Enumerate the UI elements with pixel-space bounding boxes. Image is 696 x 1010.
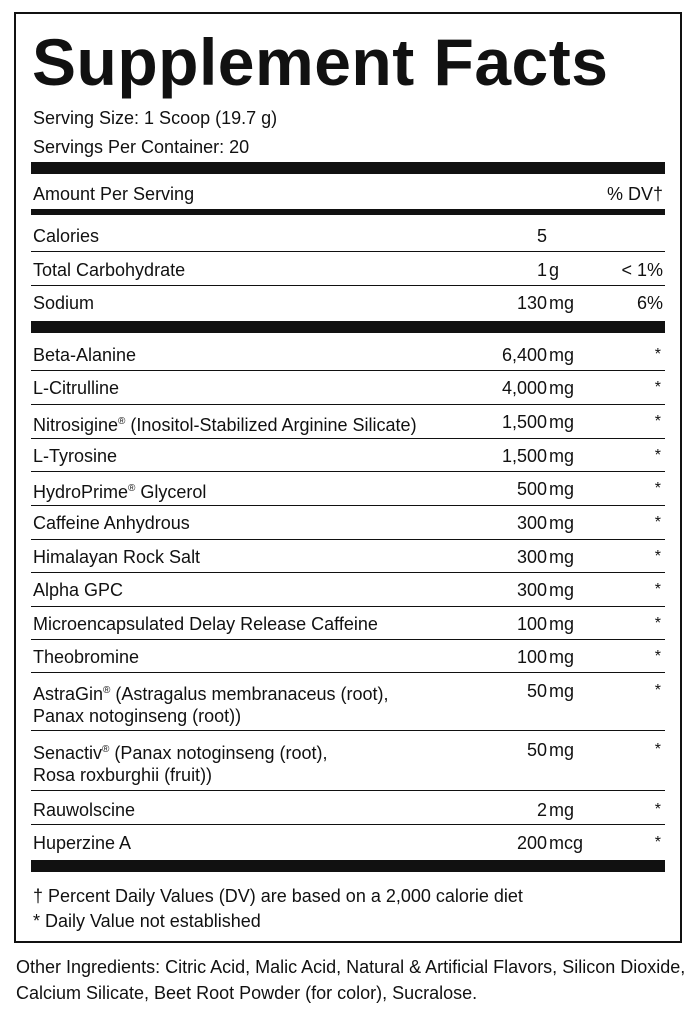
ingredient-amount: 2 mg — [536, 800, 575, 820]
row-divider — [31, 505, 665, 506]
ingredient-amount: 300 mg — [516, 580, 575, 600]
ingredient-amount: 300 mg — [516, 547, 575, 567]
ingredient-name: Alpha GPC — [33, 580, 124, 600]
other-ingredients: Other Ingredients: Citric Acid, Malic Acid, Natural & Artificial Flavors, Silicon Dioxide, Calcium Silicate, Beet Root Powder (for color), Sucralose. — [16, 957, 686, 1003]
ingredient-name: L-Citrulline — [33, 378, 120, 398]
ingredient-name: Caffeine Anhydrous — [33, 513, 190, 533]
ingredient-name: AstraGin® (Astragalus membranaceus (root), Panax notoginseng (root)) — [33, 684, 389, 726]
ingredient-name: Rauwolscine — [33, 800, 136, 820]
thick-divider-bottom — [31, 860, 665, 872]
ingredient-name: Huperzine A — [33, 833, 132, 853]
nutrient-name: Calories — [33, 226, 100, 246]
ingredient-dv: * — [654, 648, 661, 665]
ingredient-dv: * — [654, 447, 661, 464]
thick-divider-top — [31, 162, 665, 174]
ingredient-name: Microencapsulated Delay Release Caffeine — [33, 614, 378, 634]
ingredient-dv: * — [654, 834, 661, 851]
ingredient-dv: * — [654, 682, 661, 699]
amount-per-serving-label: Amount Per Serving — [33, 184, 195, 204]
ingredient-dv: * — [654, 741, 661, 758]
ingredient-dv: * — [654, 379, 661, 396]
ingredient-amount: 500 mg — [516, 479, 575, 499]
ingredient-amount: 50 mg — [526, 681, 575, 701]
row-divider — [31, 438, 665, 439]
ingredient-name: L-Tyrosine — [33, 446, 118, 466]
row-divider — [31, 606, 665, 607]
nutrient-dv: 6% — [636, 293, 663, 313]
ingredient-dv: * — [654, 480, 661, 497]
row-divider — [31, 824, 665, 825]
row-divider — [31, 730, 665, 731]
star-footnote: * Daily Value not established — [33, 911, 261, 931]
nutrient-amount: 130 mg — [516, 293, 575, 313]
ingredient-name: Beta-Alanine — [33, 345, 137, 365]
panel-title: Supplement Facts — [32, 25, 609, 99]
ingredient-amount: 100 mg — [516, 614, 575, 634]
nutrient-dv: < 1% — [621, 260, 663, 280]
thick-divider-middle — [31, 321, 665, 333]
ingredient-amount: 50 mg — [526, 740, 575, 760]
ingredient-amount: 4,000 mg — [501, 378, 575, 398]
row-divider — [31, 251, 665, 252]
ingredient-dv: * — [654, 581, 661, 598]
ingredient-name: Nitrosigine® (Inositol-Stabilized Arginine Silicate) — [33, 415, 417, 435]
row-divider — [31, 790, 665, 791]
nutrient-name: Sodium — [33, 293, 95, 313]
medium-divider — [31, 209, 665, 215]
ingredient-amount: 1,500 mg — [501, 412, 575, 432]
ingredient-dv: * — [654, 346, 661, 363]
servings-per-container: Servings Per Container: 20 — [33, 137, 250, 157]
ingredient-amount: 6,400 mg — [501, 345, 575, 365]
nutrient-name: Total Carbohydrate — [33, 260, 186, 280]
dv-footnote: † Percent Daily Values (DV) are based on a 2,000 calorie diet — [33, 886, 523, 906]
ingredient-dv: * — [654, 548, 661, 565]
ingredient-name: Senactiv® (Panax notoginseng (root), Rosa roxburghii (fruit)) — [33, 743, 328, 785]
row-divider — [31, 539, 665, 540]
ingredient-dv: * — [654, 413, 661, 430]
row-divider — [31, 572, 665, 573]
row-divider — [31, 285, 665, 286]
row-divider — [31, 672, 665, 673]
serving-size: Serving Size: 1 Scoop (19.7 g) — [33, 108, 278, 128]
ingredient-amount: 100 mg — [516, 647, 575, 667]
row-divider — [31, 370, 665, 371]
ingredient-name: Theobromine — [33, 647, 140, 667]
ingredient-amount: 200 mcg — [516, 833, 584, 853]
ingredient-dv: * — [654, 615, 661, 632]
ingredient-name: HydroPrime® Glycerol — [33, 482, 207, 502]
dv-header-label: % DV† — [606, 184, 663, 204]
supplement-facts-panel — [14, 12, 682, 943]
row-divider — [31, 471, 665, 472]
row-divider — [31, 404, 665, 405]
ingredient-name: Himalayan Rock Salt — [33, 547, 201, 567]
ingredient-amount: 1,500 mg — [501, 446, 575, 466]
row-divider — [31, 639, 665, 640]
nutrient-amount: 1 g — [536, 260, 560, 280]
ingredient-amount: 300 mg — [516, 513, 575, 533]
nutrient-amount: 5 — [536, 226, 547, 246]
ingredient-dv: * — [654, 801, 661, 818]
ingredient-dv: * — [654, 514, 661, 531]
